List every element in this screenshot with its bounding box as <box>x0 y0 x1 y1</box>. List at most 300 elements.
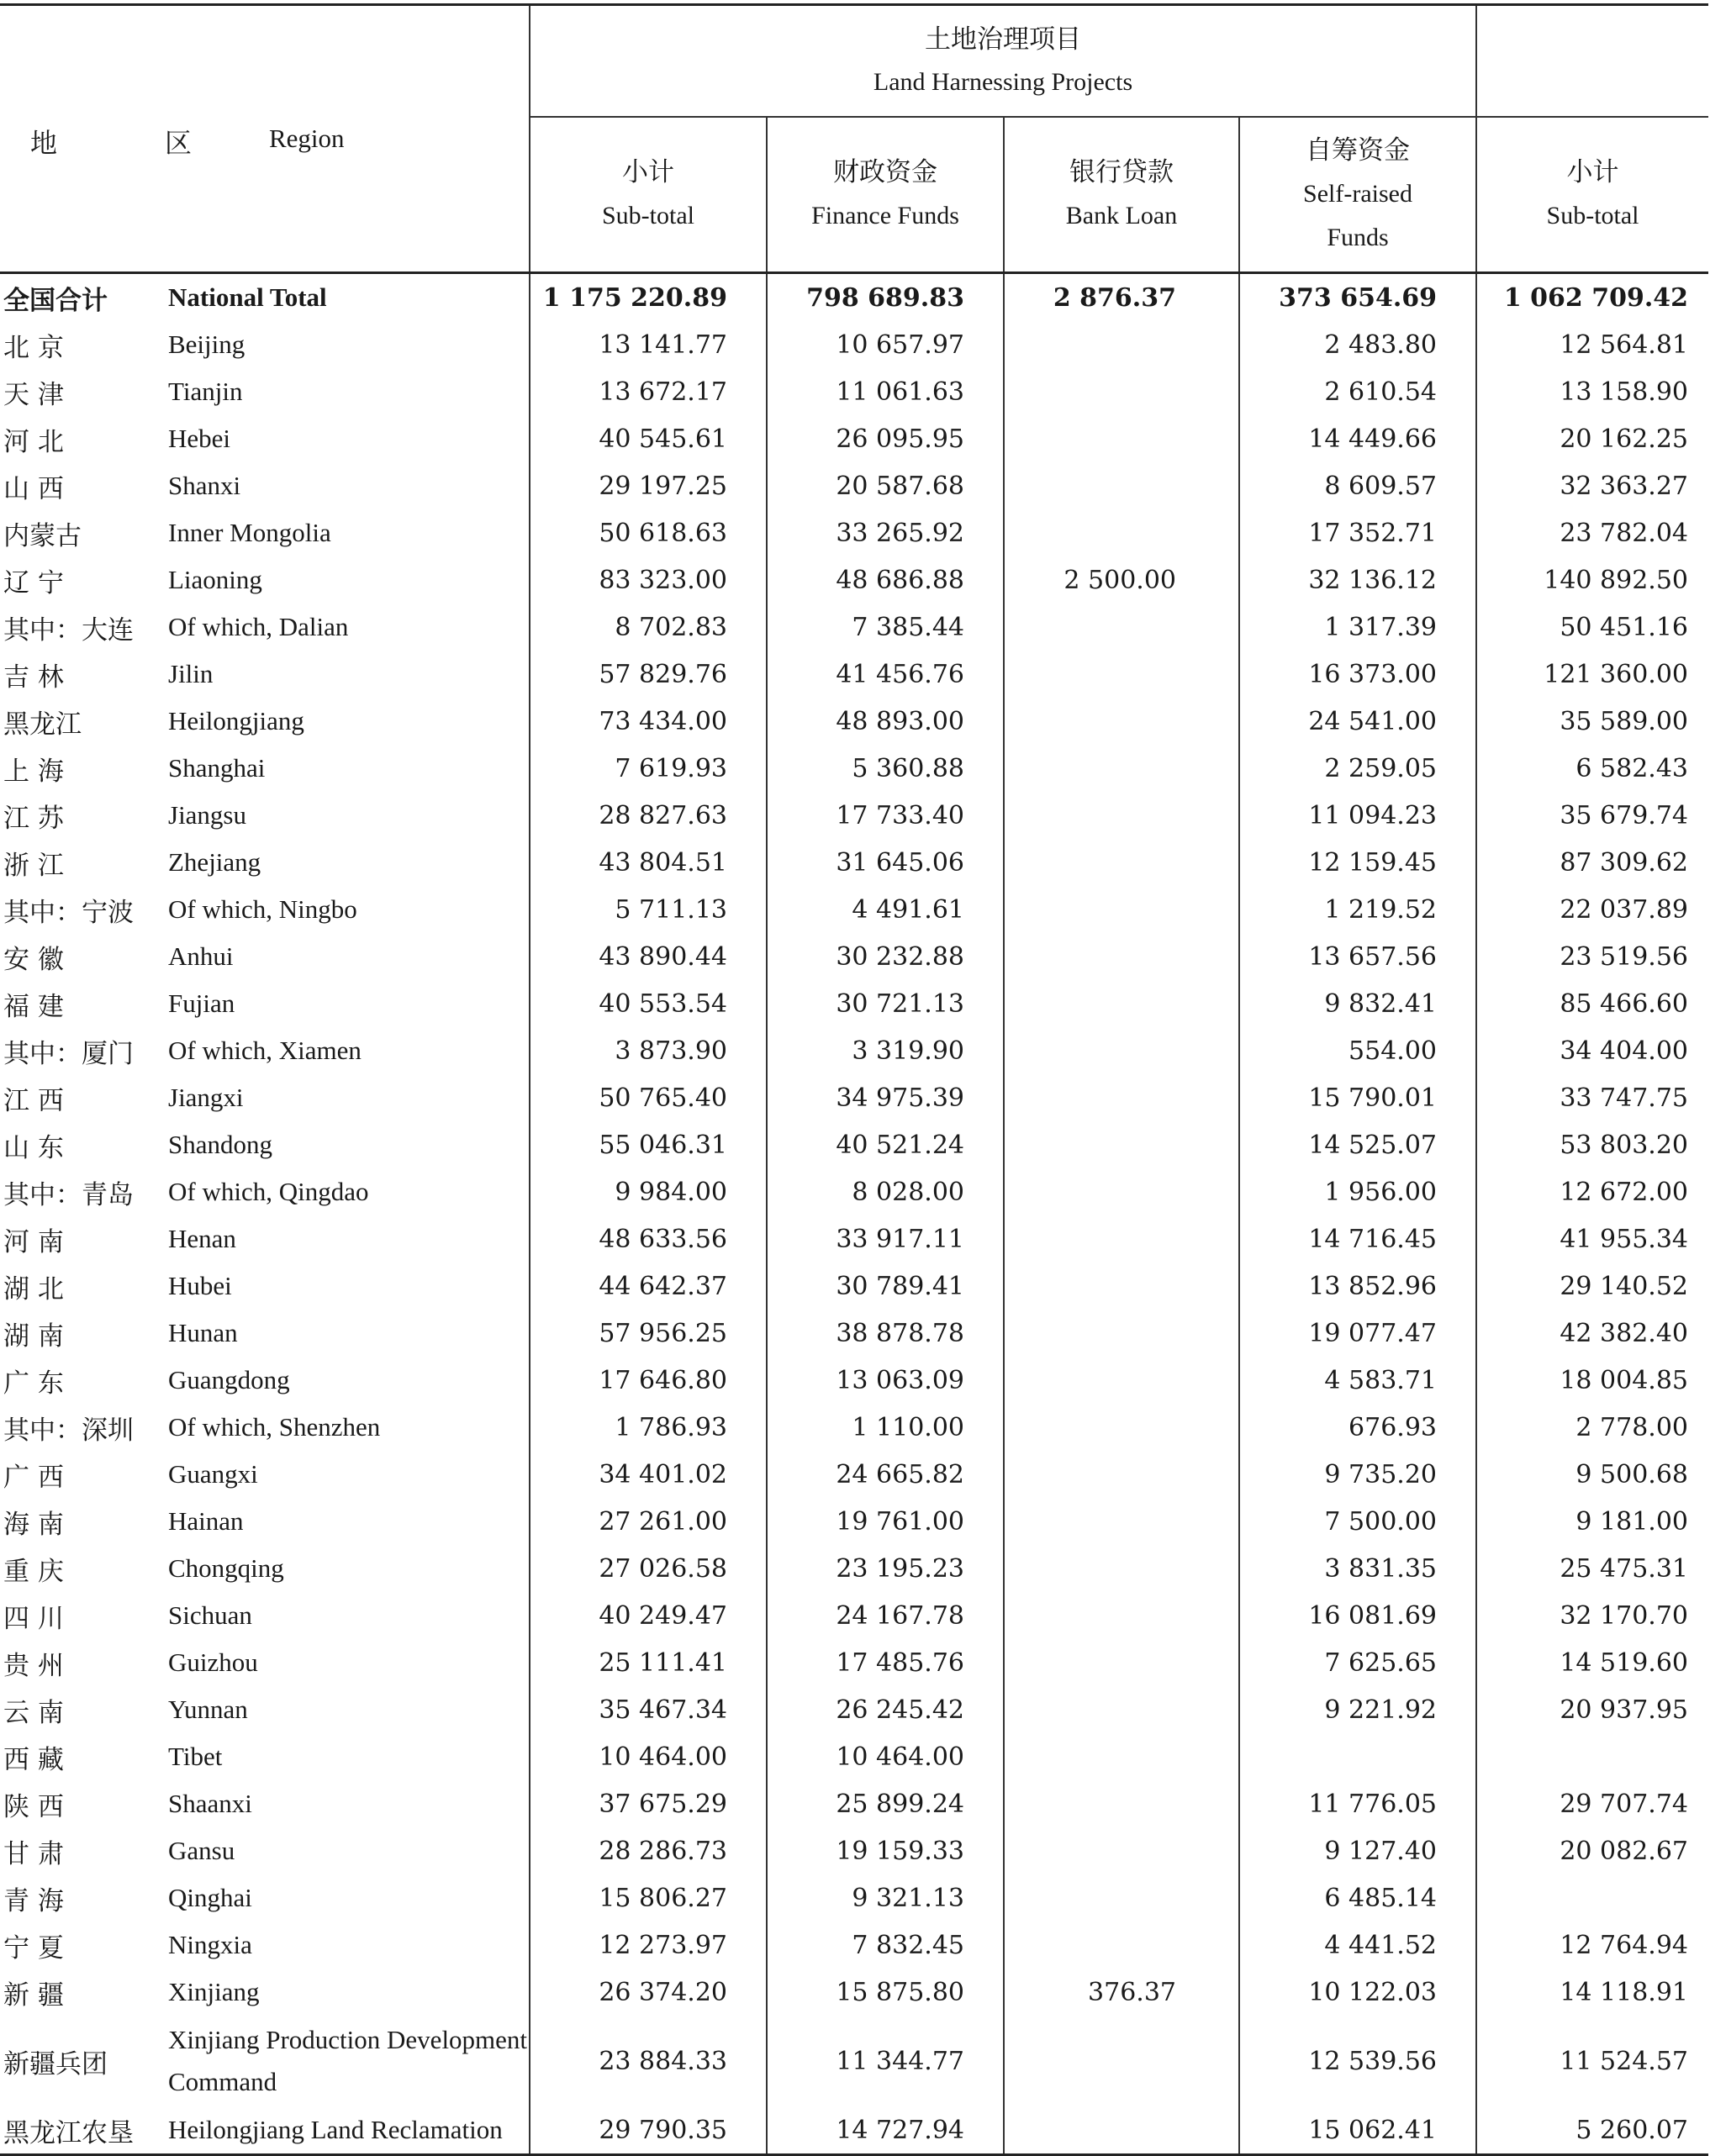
cell-finance-funds: 11 344.77 <box>767 2016 1004 2106</box>
cell-self-raised-funds: 4 441.52 <box>1239 1921 1476 1969</box>
cell-finance-funds: 19 761.00 <box>767 1498 1004 1545</box>
cell-bank-loan <box>1004 886 1239 933</box>
cell-subtotal-2 <box>1476 1733 1708 1780</box>
region-name-en: Of which, Shenzhen <box>160 1404 530 1451</box>
cell-subtotal: 55 046.31 <box>530 1121 767 1168</box>
cell-self-raised-funds: 373 654.69 <box>1239 273 1476 322</box>
region-name-en: Tianjin <box>160 368 530 415</box>
cell-subtotal-2: 2 778.00 <box>1575 1412 1689 1442</box>
cell-bank-loan <box>1004 1074 1239 1121</box>
region-name-zh: 陕 西 <box>3 1791 64 1822</box>
table-row <box>0 1592 1708 1639</box>
cell-bank-loan <box>1004 462 1239 509</box>
region-name-zh: 重 庆 <box>3 1556 64 1587</box>
table-row <box>0 321 1708 368</box>
cell-self-raised-funds: 14 716.45 <box>1239 1215 1476 1262</box>
region-name-zh: 山 东 <box>3 1132 64 1163</box>
cell-self-raised-funds: 12 159.45 <box>1239 839 1476 886</box>
region-name-zh: 黑龙江农垦 <box>0 2106 160 2155</box>
cell-subtotal: 1 786.93 <box>530 1404 767 1451</box>
region-name-zh: 西 藏 <box>3 1744 64 1775</box>
cell-subtotal-2: 20 082.67 <box>1560 1836 1689 1866</box>
region-name-zh: 山 西 <box>3 473 64 504</box>
region-name-zh: 内蒙古 <box>3 520 82 551</box>
table-row <box>0 1262 1708 1310</box>
cell-subtotal: 48 633.56 <box>530 1215 767 1262</box>
cell-finance-funds: 30 789.41 <box>767 1262 1004 1310</box>
region-name-zh: 上 海 <box>3 756 64 787</box>
cell-finance-funds: 24 665.82 <box>767 1451 1004 1498</box>
table-body <box>0 273 1708 2155</box>
cell-bank-loan <box>1004 1121 1239 1168</box>
table-row <box>0 651 1708 698</box>
cell-subtotal-2: 6 582.43 <box>1575 753 1689 783</box>
cell-subtotal-2: 14 118.91 <box>1560 1977 1689 2007</box>
cell-finance-funds: 34 975.39 <box>767 1074 1004 1121</box>
cell-self-raised-funds: 676.93 <box>1239 1404 1476 1451</box>
cell-self-raised-funds: 4 583.71 <box>1239 1357 1476 1404</box>
cell-subtotal: 57 956.25 <box>530 1310 767 1357</box>
region-name-en: Jiangsu <box>160 792 530 839</box>
cell-finance-funds: 41 456.76 <box>767 651 1004 698</box>
col-header-subtotal-2 <box>1476 117 1708 273</box>
cell-self-raised-funds: 15 062.41 <box>1239 2106 1476 2155</box>
cell-subtotal-2: 53 803.20 <box>1560 1130 1689 1160</box>
col-header-zh: 小计 <box>622 157 674 187</box>
cell-finance-funds: 5 360.88 <box>767 745 1004 792</box>
cell-subtotal: 3 873.90 <box>530 1027 767 1074</box>
cell-finance-funds: 23 195.23 <box>767 1545 1004 1592</box>
table-row-total <box>0 273 1708 322</box>
cell-subtotal: 73 434.00 <box>530 698 767 745</box>
region-name-zh: 河 北 <box>3 426 64 457</box>
region-name-zh: 广 西 <box>3 1462 64 1493</box>
cell-subtotal: 15 806.27 <box>530 1874 767 1921</box>
region-name-en: Hubei <box>160 1262 530 1310</box>
cell-bank-loan <box>1004 415 1239 462</box>
cell-finance-funds: 26 245.42 <box>767 1686 1004 1733</box>
cell-finance-funds: 15 875.80 <box>767 1969 1004 2016</box>
region-name-zh: 新疆兵团 <box>3 2048 108 2080</box>
cell-finance-funds: 25 899.24 <box>767 1780 1004 1827</box>
region-name-en: Shanghai <box>160 745 530 792</box>
cell-bank-loan <box>1004 1168 1239 1215</box>
table-row <box>0 1639 1708 1686</box>
table-row <box>0 462 1708 509</box>
cell-finance-funds: 40 521.24 <box>767 1121 1004 1168</box>
cell-self-raised-funds: 8 609.57 <box>1239 462 1476 509</box>
region-name-zh: 全国合计 <box>3 285 108 316</box>
cell-self-raised-funds: 16 373.00 <box>1239 651 1476 698</box>
region-name-zh: 四 川 <box>3 1603 64 1634</box>
region-name-en: Liaoning <box>160 556 530 604</box>
cell-bank-loan <box>1004 2106 1239 2155</box>
cell-bank-loan: 2 876.37 <box>1004 273 1239 322</box>
cell-bank-loan <box>1004 1733 1239 1780</box>
cell-subtotal: 8 702.83 <box>530 604 767 651</box>
cell-finance-funds: 798 689.83 <box>767 273 1004 322</box>
cell-subtotal-2: 35 589.00 <box>1560 706 1689 736</box>
group-header-land-harnessing <box>530 5 1476 117</box>
region-name-zh: 安 徽 <box>3 944 64 975</box>
region-header-zh: 地 区 <box>30 128 243 158</box>
cell-subtotal-2: 41 955.34 <box>1560 1224 1689 1254</box>
cell-finance-funds: 30 721.13 <box>767 980 1004 1027</box>
region-name-zh: 黑龙江 <box>3 709 82 740</box>
cell-finance-funds: 8 028.00 <box>767 1168 1004 1215</box>
cell-bank-loan <box>1004 1498 1239 1545</box>
cell-subtotal-2: 20 937.95 <box>1560 1695 1689 1725</box>
cell-bank-loan <box>1004 1262 1239 1310</box>
table-row <box>0 2016 1708 2106</box>
cell-self-raised-funds: 2 483.80 <box>1239 321 1476 368</box>
region-name-zh: 江 西 <box>3 1085 64 1116</box>
region-name-en: Guangxi <box>160 1451 530 1498</box>
col-header-en: Self-raised Funds <box>1303 180 1412 252</box>
table-row <box>0 1027 1708 1074</box>
cell-subtotal-2: 29 707.74 <box>1560 1789 1689 1819</box>
region-name-zh: 天 津 <box>3 379 64 410</box>
cell-subtotal: 43 890.44 <box>530 933 767 980</box>
region-name-zh: 宁 夏 <box>3 1932 64 1964</box>
table-row <box>0 509 1708 556</box>
cell-subtotal: 9 984.00 <box>530 1168 767 1215</box>
table-row <box>0 1874 1708 1921</box>
cell-finance-funds: 19 159.33 <box>767 1827 1004 1874</box>
cell-finance-funds: 17 485.76 <box>767 1639 1004 1686</box>
cell-subtotal-2: 12 672.00 <box>1560 1177 1689 1207</box>
cell-bank-loan <box>1004 1780 1239 1827</box>
region-name-zh: 其中：大连 <box>3 614 134 646</box>
cell-subtotal-2: 1 062 709.42 <box>1503 282 1689 313</box>
region-name-zh: 浙 江 <box>3 850 64 881</box>
cell-finance-funds: 7 832.45 <box>767 1921 1004 1969</box>
cell-subtotal: 10 464.00 <box>530 1733 767 1780</box>
region-header-en: Region <box>269 124 345 153</box>
region-name-en: Hebei <box>160 415 530 462</box>
cell-bank-loan <box>1004 1310 1239 1357</box>
region-name-en: Hainan <box>160 1498 530 1545</box>
cell-finance-funds: 4 491.61 <box>767 886 1004 933</box>
col-header-bank-loan <box>1004 117 1239 273</box>
region-name-zh: 云 南 <box>3 1697 64 1728</box>
cell-bank-loan <box>1004 1404 1239 1451</box>
col-header-en: Bank Loan <box>1065 202 1178 230</box>
cell-subtotal: 17 646.80 <box>530 1357 767 1404</box>
cell-subtotal-2: 13 158.90 <box>1560 377 1689 407</box>
region-name-en: Sichuan <box>160 1592 530 1639</box>
region-name-en: Of which, Ningbo <box>160 886 530 933</box>
table-row <box>0 2106 1708 2155</box>
cell-subtotal: 26 374.20 <box>530 1969 767 2016</box>
cell-self-raised-funds: 32 136.12 <box>1239 556 1476 604</box>
table-row <box>0 1168 1708 1215</box>
region-name-en: Of which, Xiamen <box>160 1027 530 1074</box>
region-name-en: Guangdong <box>160 1357 530 1404</box>
region-name-en: Heilongjiang <box>160 698 530 745</box>
region-name-zh: 福 建 <box>3 991 64 1022</box>
region-name-en: Of which, Dalian <box>160 604 530 651</box>
cell-subtotal: 27 026.58 <box>530 1545 767 1592</box>
cell-subtotal: 35 467.34 <box>530 1686 767 1733</box>
col-header-en: Sub-total <box>602 202 694 230</box>
cell-subtotal-2: 9 500.68 <box>1575 1459 1689 1489</box>
col-header-zh: 小计 <box>1566 157 1619 187</box>
cell-self-raised-funds: 17 352.71 <box>1239 509 1476 556</box>
cell-subtotal: 40 545.61 <box>530 415 767 462</box>
table-row <box>0 1969 1708 2016</box>
region-name-zh: 其中：宁波 <box>3 897 134 928</box>
region-name-en: Yunnan <box>160 1686 530 1733</box>
cell-subtotal: 1 175 220.89 <box>530 273 767 322</box>
region-name-en: Zhejiang <box>160 839 530 886</box>
cell-bank-loan <box>1004 1215 1239 1262</box>
region-name-zh: 吉 林 <box>3 662 64 693</box>
cell-self-raised-funds: 1 317.39 <box>1239 604 1476 651</box>
cell-subtotal: 13 672.17 <box>530 368 767 415</box>
region-name-en: Heilongjiang Land Reclamation <box>160 2106 530 2155</box>
cell-bank-loan <box>1004 1592 1239 1639</box>
table-row <box>0 839 1708 886</box>
cell-self-raised-funds: 19 077.47 <box>1239 1310 1476 1357</box>
cell-subtotal: 34 401.02 <box>530 1451 767 1498</box>
cell-bank-loan <box>1004 745 1239 792</box>
cell-bank-loan <box>1004 604 1239 651</box>
cell-finance-funds: 33 917.11 <box>767 1215 1004 1262</box>
cell-finance-funds: 48 686.88 <box>767 556 1004 604</box>
cell-subtotal: 57 829.76 <box>530 651 767 698</box>
cell-self-raised-funds: 24 541.00 <box>1239 698 1476 745</box>
cell-bank-loan <box>1004 321 1239 368</box>
cell-subtotal-2: 11 524.57 <box>1560 2046 1689 2076</box>
table-row <box>0 1121 1708 1168</box>
cell-finance-funds: 3 319.90 <box>767 1027 1004 1074</box>
cell-subtotal: 7 619.93 <box>530 745 767 792</box>
col-header-finance-funds <box>767 117 1004 273</box>
region-header <box>0 5 530 273</box>
region-name-en: Fujian <box>160 980 530 1027</box>
cell-bank-loan <box>1004 792 1239 839</box>
cell-subtotal: 83 323.00 <box>530 556 767 604</box>
cell-finance-funds: 7 385.44 <box>767 604 1004 651</box>
cell-self-raised-funds: 12 539.56 <box>1239 2016 1476 2106</box>
cell-subtotal: 40 553.54 <box>530 980 767 1027</box>
cell-bank-loan <box>1004 368 1239 415</box>
cell-finance-funds: 1 110.00 <box>767 1404 1004 1451</box>
cell-subtotal: 29 790.35 <box>530 2106 767 2155</box>
cell-self-raised-funds: 14 449.66 <box>1239 415 1476 462</box>
cell-self-raised-funds: 6 485.14 <box>1239 1874 1476 1921</box>
cell-bank-loan <box>1004 980 1239 1027</box>
cell-bank-loan <box>1004 1827 1239 1874</box>
cell-subtotal: 5 711.13 <box>530 886 767 933</box>
region-name-zh: 辽 宁 <box>3 567 64 598</box>
cell-bank-loan <box>1004 1639 1239 1686</box>
region-name-en: Henan <box>160 1215 530 1262</box>
cell-subtotal: 28 286.73 <box>530 1827 767 1874</box>
cell-bank-loan <box>1004 698 1239 745</box>
col-header-zh: 自筹资金 <box>1306 135 1410 166</box>
cell-subtotal: 50 618.63 <box>530 509 767 556</box>
region-name-en: National Total <box>160 273 530 322</box>
region-name-en: Hunan <box>160 1310 530 1357</box>
cell-self-raised-funds: 1 956.00 <box>1239 1168 1476 1215</box>
cell-subtotal-2: 35 679.74 <box>1560 800 1689 830</box>
cell-subtotal-2: 32 363.27 <box>1560 471 1689 501</box>
cell-subtotal-2: 121 360.00 <box>1544 659 1689 689</box>
cell-self-raised-funds: 10 122.03 <box>1239 1969 1476 2016</box>
table-row <box>0 933 1708 980</box>
cell-subtotal-2: 14 519.60 <box>1560 1647 1689 1678</box>
cell-bank-loan <box>1004 651 1239 698</box>
region-name-en: Xinjiang Production Development Command <box>160 2016 530 2106</box>
table-row <box>0 1404 1708 1451</box>
cell-self-raised-funds: 9 832.41 <box>1239 980 1476 1027</box>
col-header-en: Finance Funds <box>811 202 959 230</box>
cell-subtotal-2: 12 564.81 <box>1560 329 1689 360</box>
cell-self-raised-funds: 13 657.56 <box>1239 933 1476 980</box>
cell-self-raised-funds: 7 625.65 <box>1239 1639 1476 1686</box>
region-name-zh: 北 京 <box>3 332 64 363</box>
cell-bank-loan <box>1004 933 1239 980</box>
table-row <box>0 1780 1708 1827</box>
cell-finance-funds: 38 878.78 <box>767 1310 1004 1357</box>
cell-finance-funds: 24 167.78 <box>767 1592 1004 1639</box>
table-row <box>0 1451 1708 1498</box>
cell-self-raised-funds: 2 610.54 <box>1239 368 1476 415</box>
table-row <box>0 1498 1708 1545</box>
land-harnessing-table <box>0 3 1708 2156</box>
cell-self-raised-funds: 9 735.20 <box>1239 1451 1476 1498</box>
cell-subtotal-2: 140 892.50 <box>1544 565 1689 595</box>
cell-subtotal-2: 33 747.75 <box>1560 1083 1689 1113</box>
cell-self-raised-funds: 11 776.05 <box>1239 1780 1476 1827</box>
region-name-en: Shanxi <box>160 462 530 509</box>
cell-bank-loan <box>1004 1545 1239 1592</box>
table-row <box>0 1215 1708 1262</box>
cell-bank-loan <box>1004 1451 1239 1498</box>
col-header-zh: 银行贷款 <box>1069 157 1174 187</box>
region-name-zh: 甘 肃 <box>3 1838 64 1869</box>
cell-subtotal: 27 261.00 <box>530 1498 767 1545</box>
region-name-zh: 河 南 <box>3 1226 64 1257</box>
region-name-en: Jiangxi <box>160 1074 530 1121</box>
table-row <box>0 745 1708 792</box>
region-name-en: Shandong <box>160 1121 530 1168</box>
cell-subtotal-2: 20 162.25 <box>1560 424 1689 454</box>
table-row <box>0 1357 1708 1404</box>
table-row <box>0 368 1708 415</box>
region-name-en: Jilin <box>160 651 530 698</box>
table-row <box>0 415 1708 462</box>
region-name-en: Xinjiang <box>160 1969 530 2016</box>
cell-subtotal-2: 50 451.16 <box>1560 612 1689 642</box>
table-row <box>0 698 1708 745</box>
table-header <box>0 5 1708 273</box>
region-name-zh: 广 东 <box>3 1368 64 1399</box>
region-name-zh: 湖 南 <box>3 1320 64 1352</box>
region-name-en: Inner Mongolia <box>160 509 530 556</box>
cell-subtotal: 23 884.33 <box>530 2016 767 2106</box>
group-header-en: Land Harnessing Projects <box>873 68 1133 97</box>
region-name-zh: 湖 北 <box>3 1273 64 1305</box>
region-name-en: Shaanxi <box>160 1780 530 1827</box>
cell-self-raised-funds: 16 081.69 <box>1239 1592 1476 1639</box>
cell-self-raised-funds: 7 500.00 <box>1239 1498 1476 1545</box>
cell-subtotal: 13 141.77 <box>530 321 767 368</box>
col-header-zh: 财政资金 <box>833 157 937 187</box>
table-row <box>0 1310 1708 1357</box>
col-header-subtotal <box>530 117 767 273</box>
region-name-zh: 贵 州 <box>3 1650 64 1681</box>
col-header-en: Sub-total <box>1546 202 1639 230</box>
cell-subtotal: 28 827.63 <box>530 792 767 839</box>
table-row <box>0 1686 1708 1733</box>
cell-finance-funds: 13 063.09 <box>767 1357 1004 1404</box>
table-row <box>0 1733 1708 1780</box>
cell-finance-funds: 31 645.06 <box>767 839 1004 886</box>
cell-bank-loan <box>1004 2016 1239 2106</box>
cell-subtotal-2: 12 764.94 <box>1560 1930 1689 1960</box>
region-name-en: Tibet <box>160 1733 530 1780</box>
cell-bank-loan <box>1004 1357 1239 1404</box>
cell-subtotal-2: 23 782.04 <box>1560 518 1689 548</box>
cell-subtotal: 50 765.40 <box>530 1074 767 1121</box>
cell-self-raised-funds: 14 525.07 <box>1239 1121 1476 1168</box>
cell-subtotal-2: 32 170.70 <box>1560 1600 1689 1631</box>
cell-subtotal-2: 25 475.31 <box>1560 1553 1689 1584</box>
table-row <box>0 1074 1708 1121</box>
cell-finance-funds: 20 587.68 <box>767 462 1004 509</box>
region-name-en: Guizhou <box>160 1639 530 1686</box>
cell-subtotal-2: 5 260.07 <box>1476 2106 1708 2155</box>
cell-subtotal-2: 87 309.62 <box>1560 847 1689 878</box>
cell-self-raised-funds: 2 259.05 <box>1239 745 1476 792</box>
cell-subtotal-2: 42 382.40 <box>1560 1318 1689 1348</box>
region-name-en: Of which, Qingdao <box>160 1168 530 1215</box>
table-row <box>0 886 1708 933</box>
cell-finance-funds: 14 727.94 <box>767 2106 1004 2155</box>
region-name-zh: 其中：青岛 <box>3 1179 134 1210</box>
region-name-en: Beijing <box>160 321 530 368</box>
region-name-zh: 其中：厦门 <box>3 1038 134 1069</box>
cell-subtotal: 43 804.51 <box>530 839 767 886</box>
table-row <box>0 1921 1708 1969</box>
cell-finance-funds: 30 232.88 <box>767 933 1004 980</box>
cell-subtotal: 44 642.37 <box>530 1262 767 1310</box>
region-name-zh: 新 疆 <box>3 1979 64 2011</box>
region-name-en: Gansu <box>160 1827 530 1874</box>
cell-subtotal: 29 197.25 <box>530 462 767 509</box>
cell-bank-loan <box>1004 1921 1239 1969</box>
region-name-zh: 海 南 <box>3 1509 64 1540</box>
cell-self-raised-funds: 9 221.92 <box>1239 1686 1476 1733</box>
table-row <box>0 604 1708 651</box>
cell-subtotal-2: 9 181.00 <box>1575 1506 1689 1537</box>
cell-self-raised-funds: 1 219.52 <box>1239 886 1476 933</box>
table-row <box>0 1827 1708 1874</box>
col-header-self-raised-funds <box>1239 117 1476 273</box>
cell-finance-funds: 10 464.00 <box>767 1733 1004 1780</box>
cell-subtotal-2 <box>1476 1874 1708 1921</box>
region-name-en: Anhui <box>160 933 530 980</box>
cell-finance-funds: 33 265.92 <box>767 509 1004 556</box>
cell-subtotal-2: 22 037.89 <box>1560 894 1689 925</box>
cell-bank-loan <box>1004 839 1239 886</box>
group-header-zh: 土地治理项目 <box>925 24 1081 55</box>
cell-self-raised-funds: 11 094.23 <box>1239 792 1476 839</box>
cell-subtotal-2: 85 466.60 <box>1560 988 1689 1019</box>
